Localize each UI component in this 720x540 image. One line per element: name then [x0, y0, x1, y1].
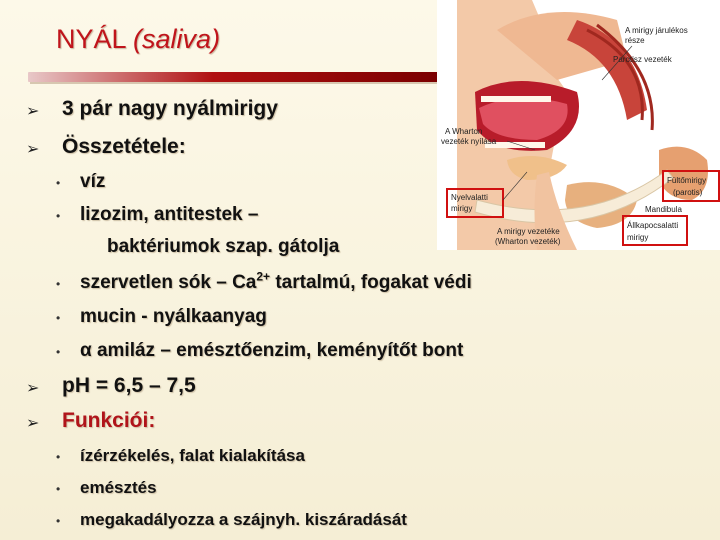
dot-bullet-icon: •	[56, 209, 61, 223]
label-gland-duct: A mirigy vezetéke	[497, 227, 560, 236]
salts-text-b: tartalmú, fogakat védi	[270, 272, 472, 293]
label-sublingual: Nyelvalatti	[451, 193, 488, 202]
title-underline-bar	[28, 72, 440, 82]
composition-lysozyme-cont: baktériumok szap. gátolja	[107, 236, 340, 257]
bullet-composition: Összetétele:	[62, 135, 186, 158]
label-parotid: Fültőmirigy	[667, 176, 707, 185]
title-latin: (saliva)	[133, 24, 221, 54]
dot-bullet-icon: •	[56, 450, 61, 464]
label-accessory-part-2: része	[625, 36, 645, 45]
label-parotid-2: (parotis)	[673, 188, 703, 197]
salts-superscript: 2+	[256, 269, 271, 284]
dot-bullet-icon: •	[56, 482, 61, 496]
label-sublingual-2: mirigy	[451, 204, 473, 213]
label-parotid-duct: Parotisz vezeték	[613, 55, 672, 64]
label-submandibular: Állkapocsalatti	[627, 221, 679, 230]
page-title	[56, 24, 220, 55]
dot-bullet-icon: •	[56, 176, 61, 190]
dot-bullet-icon: •	[56, 345, 61, 359]
bullet-functions: Funkciói:	[62, 409, 156, 432]
composition-mucin: mucin - nyálkaanyag	[80, 306, 267, 327]
label-submandibular-2: mirigy	[627, 233, 649, 242]
arrow-bullet-icon: ➢	[26, 103, 40, 120]
bullet-ph: pH = 6,5 – 7,5	[62, 374, 196, 397]
dot-bullet-icon: •	[56, 311, 61, 325]
arrow-bullet-icon: ➢	[26, 141, 40, 158]
label-gland-duct-2: (Wharton vezeték)	[495, 237, 561, 246]
composition-amylase: α amiláz – emésztőenzim, keményítőt bont	[80, 340, 464, 361]
function-taste: ízérzékelés, falat kialakítása	[80, 446, 305, 465]
label-mandible: Mandibula	[645, 205, 682, 214]
bullet-glands: 3 pár nagy nyálmirigy	[62, 97, 278, 120]
composition-lysozyme: lizozim, antitestek –	[80, 204, 259, 225]
salivary-glands-illustration	[437, 0, 720, 250]
composition-water: víz	[80, 171, 106, 192]
function-moisture: megakadályozza a szájnyh. kiszáradását	[80, 510, 407, 529]
arrow-bullet-icon: ➢	[26, 380, 40, 397]
dot-bullet-icon: •	[56, 277, 61, 291]
title-main: NYÁL	[56, 24, 134, 54]
label-wharton-opening-2: vezeték nyílása	[441, 137, 497, 146]
label-wharton-opening: A Wharton	[445, 127, 483, 136]
arrow-bullet-icon: ➢	[26, 415, 40, 432]
dot-bullet-icon: •	[56, 514, 61, 528]
composition-salts	[80, 269, 472, 294]
function-digestion: emésztés	[80, 478, 157, 497]
label-accessory-part: A mirigy járulékos	[625, 26, 688, 35]
salts-text-a: szervetlen sók – Ca	[80, 272, 257, 293]
title-underline-shadow	[30, 82, 440, 84]
